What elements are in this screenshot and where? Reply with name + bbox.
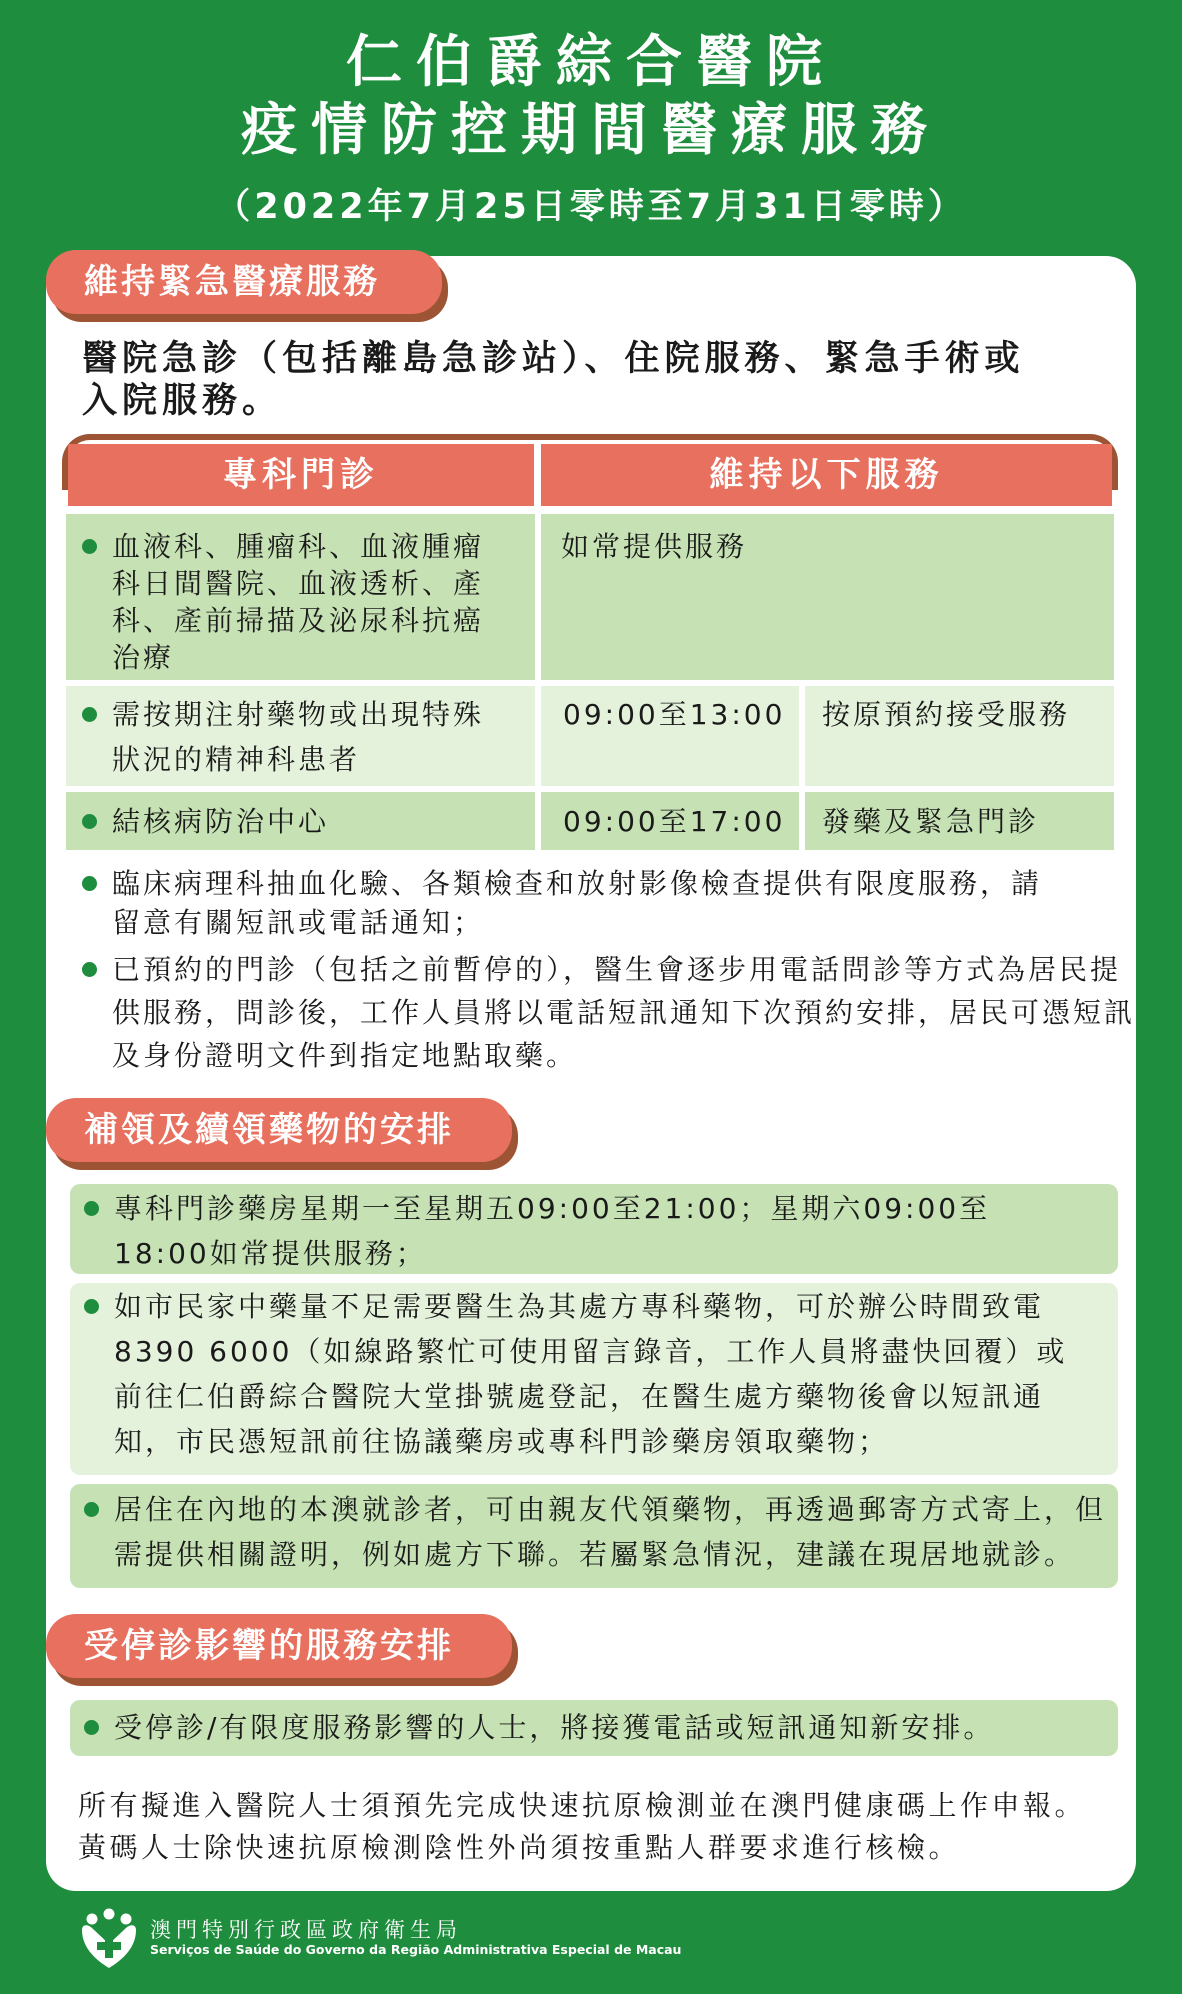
row-dept-line: 科日間醫院、血液透析、產	[112, 567, 485, 600]
bullet-icon	[84, 1299, 99, 1314]
footer-note-1: 所有擬進入醫院人士須預先完成快速抗原檢測並在澳門健康碼上作申報。	[78, 1789, 1087, 1822]
date-range: （2022年7月25日零時至7月31日零時）	[215, 187, 967, 227]
med-line: 需提供相關證明，例如處方下聯。若屬緊急情況，建議在現居地就診。	[114, 1538, 1076, 1571]
row-dept-line: 結核病防治中心	[112, 805, 330, 838]
bullet-icon	[82, 962, 97, 977]
page-title: 仁伯爵綜合醫院	[346, 30, 836, 95]
med-line: 8390 6000（如線路繁忙可使用留言錄音，工作人員將盡快回覆）或	[114, 1335, 1068, 1368]
page-subtitle: 疫情防控期間醫療服務	[241, 98, 941, 163]
note-line: 臨床病理科抽血化驗、各類檢查和放射影像檢查提供有限度服務，請	[112, 867, 1043, 900]
emergency-services-text-1: 醫院急診（包括離島急診站）、住院服務、緊急手術或	[82, 339, 1025, 379]
row-service: 按原預約接受服務	[822, 698, 1071, 731]
med-line: 如市民家中藥量不足需要醫生為其處方專科藥物，可於辦公時間致電	[114, 1290, 1045, 1323]
med-line: 18:00如常提供服務；	[114, 1237, 427, 1270]
med-line: 前往仁伯爵綜合醫院大堂掛號處登記，在醫生處方藥物後會以短訊通	[114, 1380, 1045, 1413]
section-heading-suspension: 受停診影響的服務安排	[46, 1614, 512, 1678]
bullet-icon	[84, 1201, 99, 1216]
section-heading-emergency: 維持緊急醫療服務	[46, 250, 442, 314]
note-line: 留意有關短訊或電話通知；	[112, 906, 485, 939]
note-line: 供服務，問診後，工作人員將以電話短訊通知下次預約安排，居民可憑短訊	[112, 996, 1136, 1029]
footer-note-2: 黃碼人士除快速抗原檢測陰性外尚須按重點人群要求進行核檢。	[78, 1831, 961, 1864]
row-time: 09:00至17:00	[563, 805, 786, 838]
row-dept-line: 科、產前掃描及泌尿科抗癌	[112, 604, 485, 637]
bullet-icon	[82, 814, 97, 829]
health-bureau-logo-icon	[78, 1908, 140, 1970]
med-line: 居住在內地的本澳就診者，可由親友代領藥物，再透過郵寄方式寄上，但	[114, 1493, 1107, 1526]
note-line: 已預約的門診（包括之前暫停的），醫生會逐步用電話問診等方式為居民提	[112, 953, 1122, 986]
bullet-icon	[82, 539, 97, 554]
bullet-icon	[84, 1720, 99, 1735]
row-service: 發藥及緊急門診	[822, 805, 1040, 838]
section-heading-medication: 補領及續領藥物的安排	[46, 1098, 512, 1162]
row-dept-line: 治療	[112, 641, 175, 674]
emergency-services-text-2: 入院服務。	[82, 381, 283, 421]
org-name-zh: 澳門特別行政區政府衛生局	[150, 1918, 462, 1942]
bullet-icon	[84, 1502, 99, 1517]
row-dept-line: 需按期注射藥物或出現特殊	[112, 698, 485, 731]
bullet-icon	[82, 876, 97, 891]
table-header-service: 維持以下服務	[541, 444, 1112, 506]
row-service: 如常提供服務	[561, 530, 748, 563]
bullet-icon	[82, 707, 97, 722]
row-dept-line: 血液科、腫瘤科、血液腫瘤	[112, 530, 485, 563]
table-header-dept: 專科門診	[68, 444, 534, 506]
row-time: 09:00至13:00	[563, 698, 786, 731]
org-name-pt: Serviços de Saúde do Governo da Região Administrativa Especial de Macau	[150, 1942, 682, 1957]
med-line: 專科門診藥房星期一至星期五09:00至21:00；星期六09:00至	[114, 1192, 991, 1225]
med-line: 知，市民憑短訊前往協議藥房或專科門診藥房領取藥物；	[114, 1425, 890, 1458]
row-dept-line: 狀況的精神科患者	[112, 743, 361, 776]
suspension-line: 受停診/有限度服務影響的人士，將接獲電話或短訊通知新安排。	[114, 1711, 995, 1744]
note-line: 及身份證明文件到指定地點取藥。	[112, 1039, 578, 1072]
